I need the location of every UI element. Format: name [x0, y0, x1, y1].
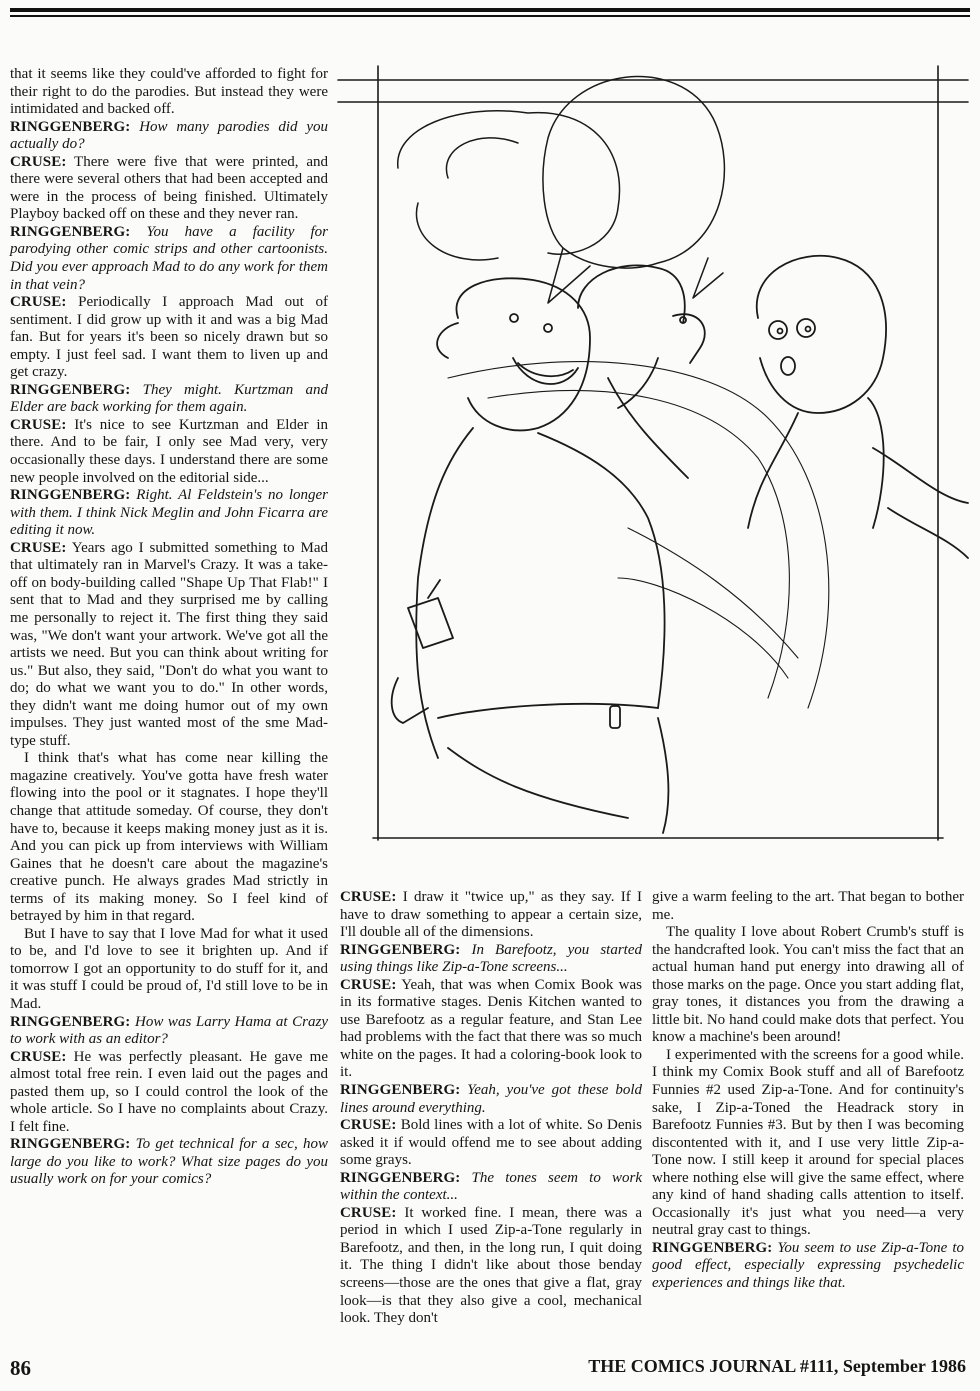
paragraph — [340, 1117, 642, 1170]
paragraph — [10, 66, 328, 119]
paragraph-text: The quality I love about Robert Crumb's stuff is the handcrafted look. You can't miss the fact that an actual human hand put energy into drawing all of those marks on the page. Once you start adding flat, gray tones, it distances you from the drawing a little bit. No hand could make dots that perfect. You know a machine's been around! — [652, 924, 964, 1046]
left-column — [10, 66, 328, 1189]
speaker-label: CRUSE: — [10, 416, 67, 433]
paragraph-text: Yeah, that was when Comix Book was in its formative stages. Denis Kitchen wanted to use Barefootz as a regular feature, and Stan Lee had problems with the fact that there was so much white on the pages. It had a coloring-book look to it. — [340, 976, 642, 1081]
paragraph — [10, 1049, 328, 1137]
paragraph-text: You seem to use Zip-a-Tone to good effect, especially expressing psychedelic experiences and things like that. — [652, 1239, 965, 1292]
paragraph-text: How was Larry Hama at Crazy to work with as an editor? — [10, 1013, 329, 1048]
character-middle — [578, 265, 705, 478]
paragraph — [652, 924, 964, 1047]
paragraph-text: Right. Al Feldstein's no longer with them. I think Nick Meglin and John Ficarra are editing it now. — [10, 487, 328, 539]
page-number: 86 — [10, 1356, 31, 1380]
speaker-label: RINGGENBERG: — [10, 1013, 131, 1030]
character-right — [748, 256, 968, 558]
middle-column — [340, 889, 642, 1328]
paragraph-text: They might. Kurtzman and Elder are back working for them again. — [10, 381, 328, 416]
paragraph-text: The tones seem to work within the context... — [340, 1169, 642, 1204]
speaker-label: RINGGENBERG: — [10, 487, 131, 504]
speaker-label: RINGGENBERG: — [340, 1082, 461, 1099]
paragraph-text: that it seems like they could've afforded to fight for their right to do the parodies. But instead they were intimidated and backed off. — [10, 66, 328, 118]
speaker-label: CRUSE: — [340, 889, 397, 905]
paragraph-text: You have a facility for parodying other comic strips and other cartoonists. Did you ever approach Mad to do any work for them in that vein? — [10, 223, 328, 293]
journal-issue-line: THE COMICS JOURNAL #111, September 1986 — [588, 1356, 966, 1376]
paragraph — [10, 294, 328, 382]
speaker-label: RINGGENBERG: — [340, 941, 461, 958]
paragraph — [340, 1205, 642, 1328]
speaker-label: RINGGENBERG: — [10, 223, 131, 240]
paragraph-text: I think that's what has come near killing the magazine creatively. You've gotta have fresh water flowing into the pool or it stagnates. I hope they'll change that attitude someday. Of course, they don't have to, because it keeps making money just as it is. And you can pick up from interviews with William Gaines that he doesn't care about the magazine's creative punch. He always grades Mad strictly in terms of its making money. So I feel kind of betrayed by him in that regard. — [10, 750, 328, 925]
paragraph-text: He was perfectly pleasant. He gave me almost total free rein. I even laid out the pages and pasted them up, so I could control the look of the whole article. So I have no complaints about Crazy. I felt fine. — [10, 1048, 328, 1135]
paragraph-text: It worked fine. I mean, there was a period in which I used Zip-a-Tone regularly in Barefootz, and then, in the long run, I quit doing it. The thing I didn't like about those benday screens—those are the ones that give a flat, gray look—is that they also give a cool, mechanical look. They don't — [340, 1204, 642, 1327]
illustration-pencil-sketch — [328, 58, 978, 848]
speaker-label: RINGGENBERG: — [10, 1136, 131, 1153]
speaker-label: CRUSE: — [10, 1048, 67, 1065]
character-left — [392, 278, 669, 833]
paragraph — [652, 1047, 964, 1240]
speaker-label: CRUSE: — [340, 1204, 397, 1221]
paragraph-text: There were five that were printed, and there were several others that had been accepted and were in the process of being finished. Ultimately Playboy backed off on these and they never ran. — [10, 153, 329, 223]
right-column — [652, 889, 964, 1293]
paragraph — [10, 417, 328, 487]
paragraph — [10, 926, 328, 1014]
speaker-label: RINGGENBERG: — [652, 1239, 773, 1256]
speaker-label: CRUSE: — [10, 294, 67, 311]
paragraph-text: give a warm feeling to the art. That began to bother me. — [652, 889, 964, 923]
paragraph — [652, 1240, 964, 1293]
header-rule-thin — [10, 15, 970, 17]
paragraph-text: It's nice to see Kurtzman and Elder in there. And to be fair, I only see Mad very, very occasionally these days. I understand there are some new people involved on the editorial side... — [10, 416, 328, 486]
paragraph — [652, 889, 964, 924]
speaker-label: CRUSE: — [340, 976, 397, 993]
paragraph-text: Yeah, you've got these bold lines around everything. — [340, 1082, 643, 1116]
paragraph — [340, 889, 642, 942]
paragraph — [10, 382, 328, 417]
paragraph — [340, 942, 642, 977]
speaker-label: CRUSE: — [340, 1117, 397, 1134]
paragraph — [340, 1082, 642, 1117]
paragraph-text: In Barefootz, you started using things like Zip-a-Tone screens... — [340, 941, 643, 976]
paragraph — [10, 224, 328, 294]
paragraph-text: Bold lines with a lot of white. So Denis asked it if would offend me to see about adding some grays. — [340, 1117, 642, 1169]
sketch-arc-lines — [448, 362, 829, 708]
paragraph-text: How many parodies did you actually do? — [10, 118, 328, 153]
paragraph-text: I draw it "twice up," as they say. If I have to draw something to appear a certain size, I'll double all of the dimensions. — [340, 889, 643, 941]
paragraph — [10, 750, 328, 925]
paragraph — [10, 119, 328, 154]
speaker-label: CRUSE: — [10, 539, 67, 556]
header-rule-thick — [10, 8, 970, 12]
paragraph — [340, 977, 642, 1082]
paragraph-text: But I have to say that I love Mad for what it used to be, and I'd love to see it brighten up. And if tomorrow I got an opportunity to do stuff for it, and it was stuff I could be proud of, I'd still love to be in Mad. — [10, 925, 328, 1012]
paragraph-text: To get technical for a sec, how large do you like to work? What size pages do you usually work on for your comics? — [10, 1136, 328, 1188]
speaker-label: RINGGENBERG: — [10, 381, 131, 398]
paragraph — [10, 487, 328, 540]
paragraph — [340, 1170, 642, 1205]
paragraph — [10, 1014, 328, 1049]
paragraph — [10, 540, 328, 751]
paragraph — [10, 154, 328, 224]
paragraph-text: I experimented with the screens for a good while. I think my Comix Book stuff and all of Barefootz Funnies #2 used Zip-a-Tone. And for continuity's sake, I Zip-a-Toned the Headrack story in Barefootz Funnies #3. But by then I was becoming discontented with it, and I use very little Zip-a-Tone now. I still keep it around for special places where nothing else will give the same effect, where any kind of hand shading calls attention to itself. Occasionally it's just what you need—a very neutral gray cast to things. — [652, 1046, 964, 1239]
panel-border — [338, 66, 968, 840]
speaker-label: RINGGENBERG: — [340, 1169, 461, 1186]
speaker-label: CRUSE: — [10, 153, 67, 170]
speaker-label: RINGGENBERG: — [10, 118, 131, 135]
speech-balloons — [398, 77, 725, 303]
paragraph — [10, 1136, 328, 1189]
paragraph-text: Years ago I submitted something to Mad that ultimately ran in Marvel's Crazy. It was a take-off on body-building called "Shape Up That Flab!" I sent that to Mad and they surprised me by calling me personally to reject it. The first thing they said was, "We don't want your artwork. We've got all the artists we need. But you can think about writing for us." But also, they said, "Don't do what you want to do; do what we want you to do." In other words, they didn't want me doing humor out of my own impulses. They just wanted most of the sme Mad-type stuff. — [10, 539, 328, 749]
paragraph-text: Periodically I approach Mad out of sentiment. I did grow up with it and was a big Mad fan. But for years it's been so nicely drawn but so empty. I just feel sad. I want them to liven up and get crazy. — [10, 294, 328, 381]
